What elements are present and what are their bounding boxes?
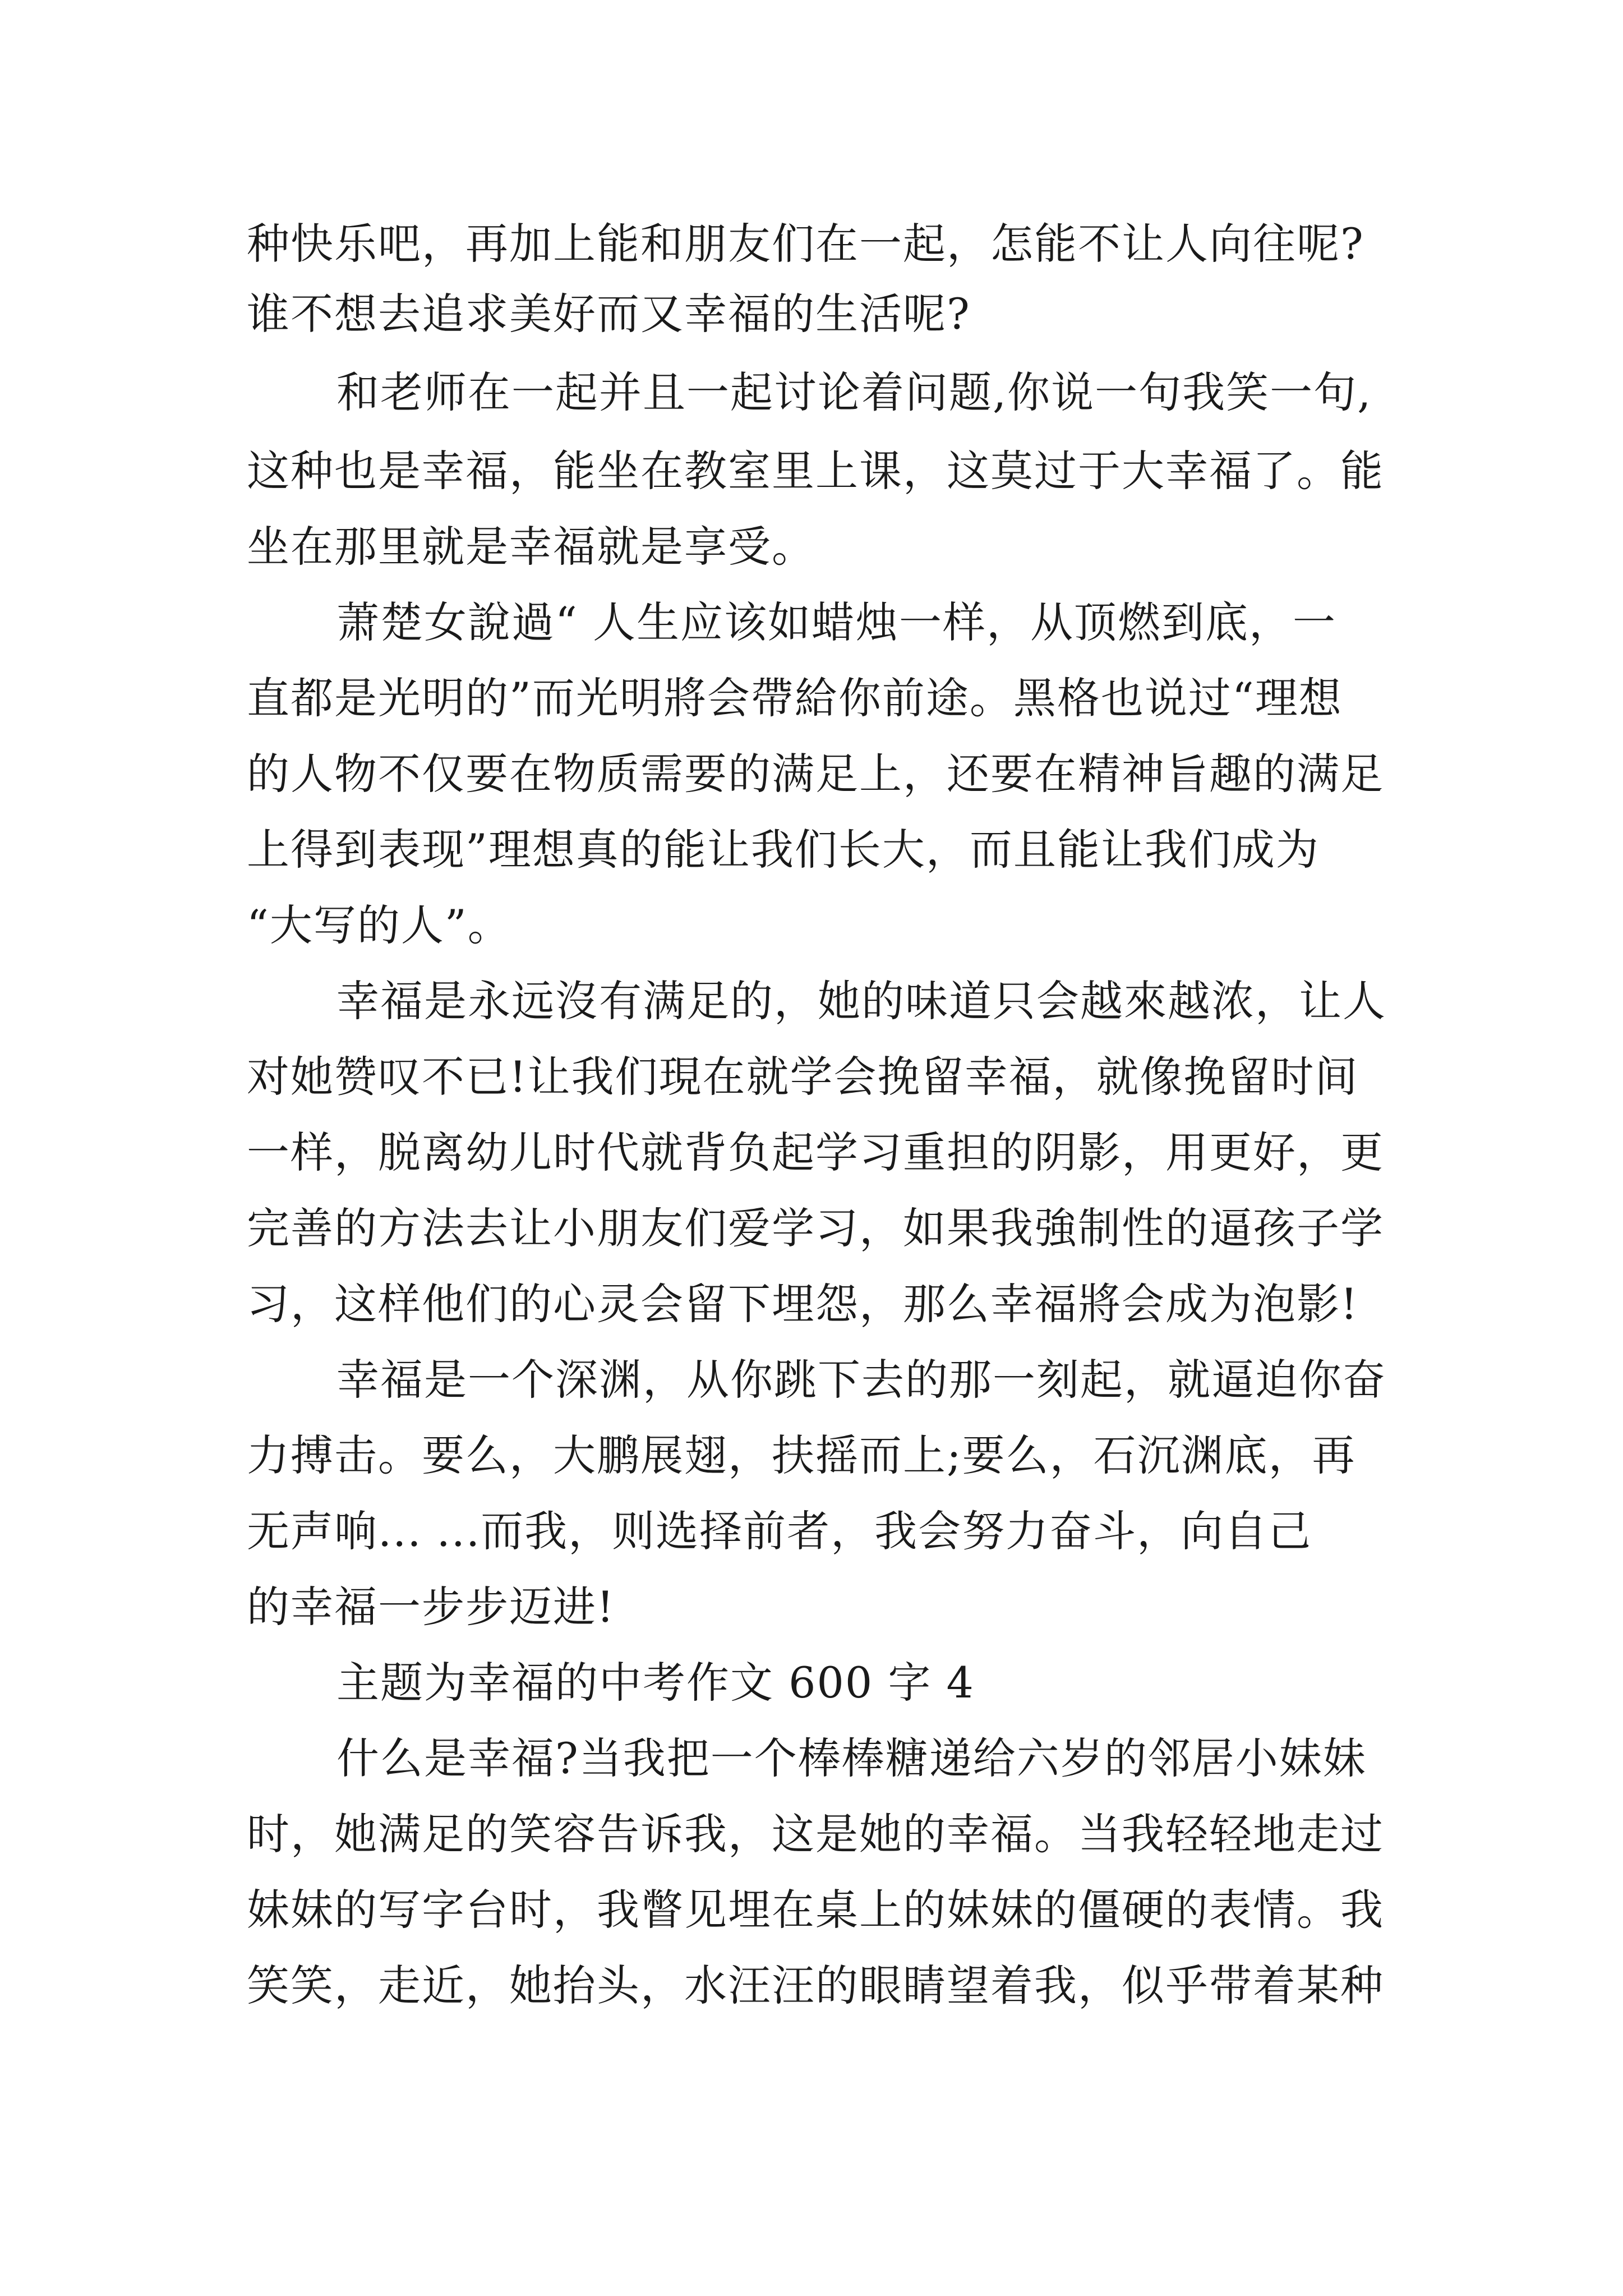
paragraph-start-line: 幸福是永远沒有满足的，她的味道只会越來越浓，让人 — [336, 976, 1386, 1026]
text-line: 妹妹的写字台时，我瞥见埋在桌上的妹妹的僵硬的表情。我 — [247, 1885, 1384, 1935]
text-line: 习，这样他们的心灵会留下埋怨，那么幸福將会成为泡影! — [247, 1279, 1359, 1329]
paragraph-start-line: 萧楚女說過“ 人生应该如蜡烛一样，从顶燃到底，一 — [336, 597, 1337, 647]
paragraph-start-line: 幸福是一个深渊，从你跳下去的那一刻起，就逼迫你奋 — [336, 1355, 1386, 1405]
text-line: 完善的方法去让小朋友们爱学习，如果我強制性的逼孩子学 — [247, 1203, 1384, 1253]
text-line: 谁不想去追求美好而又幸福的生活呢? — [247, 289, 971, 339]
text-line: 无声响... ...而我，则选择前者，我会努力奋斗，向自己 — [247, 1506, 1312, 1556]
text-line: 直都是光明的”而光明將会帶給你前途。黑格也说过“理想 — [247, 673, 1343, 723]
text-line: “大写的人”。 — [247, 900, 511, 950]
text-line: 的幸福一步步迈进! — [247, 1582, 615, 1632]
text-line: 时，她满足的笑容告诉我，这是她的幸福。当我轻轻地走过 — [247, 1809, 1384, 1859]
text-line: 这种也是幸福，能坐在教室里上课，这莫过于大幸福了。能 — [247, 446, 1384, 496]
text-line: 的人物不仅要在物质需要的满足上，还要在精神旨趣的满足 — [247, 749, 1384, 799]
paragraph-start-line: 什么是幸福?当我把一个棒棒糖递给六岁的邻居小妹妹 — [336, 1733, 1367, 1783]
text-line: 笑笑，走近，她抬头，水汪汪的眼睛望着我，似乎带着某种 — [247, 1961, 1384, 2010]
paragraph-start-line: 和老师在一起并且一起讨论着问题,你说一句我笑一句, — [336, 367, 1372, 417]
text-line: 坐在那里就是幸福就是享受。 — [247, 522, 815, 572]
text-line: 一样，脱离幼儿时代就背负起学习重担的阴影，用更好，更 — [247, 1128, 1384, 1177]
text-line: 种快乐吧，再加上能和朋友们在一起，怎能不让人向往呢? — [247, 219, 1364, 269]
text-line: 对她赞叹不已!让我们現在就学会挽留幸福，就像挽留时间 — [247, 1052, 1359, 1102]
text-line: 上得到表现”理想真的能让我们长大，而且能让我们成为 — [247, 825, 1320, 875]
section-heading: 主题为幸福的中考作文 600 字 4 — [336, 1658, 975, 1708]
text-line: 力搏击。要么，大鹏展翅，扶摇而上;要么，石沉渊底，再 — [247, 1430, 1356, 1480]
